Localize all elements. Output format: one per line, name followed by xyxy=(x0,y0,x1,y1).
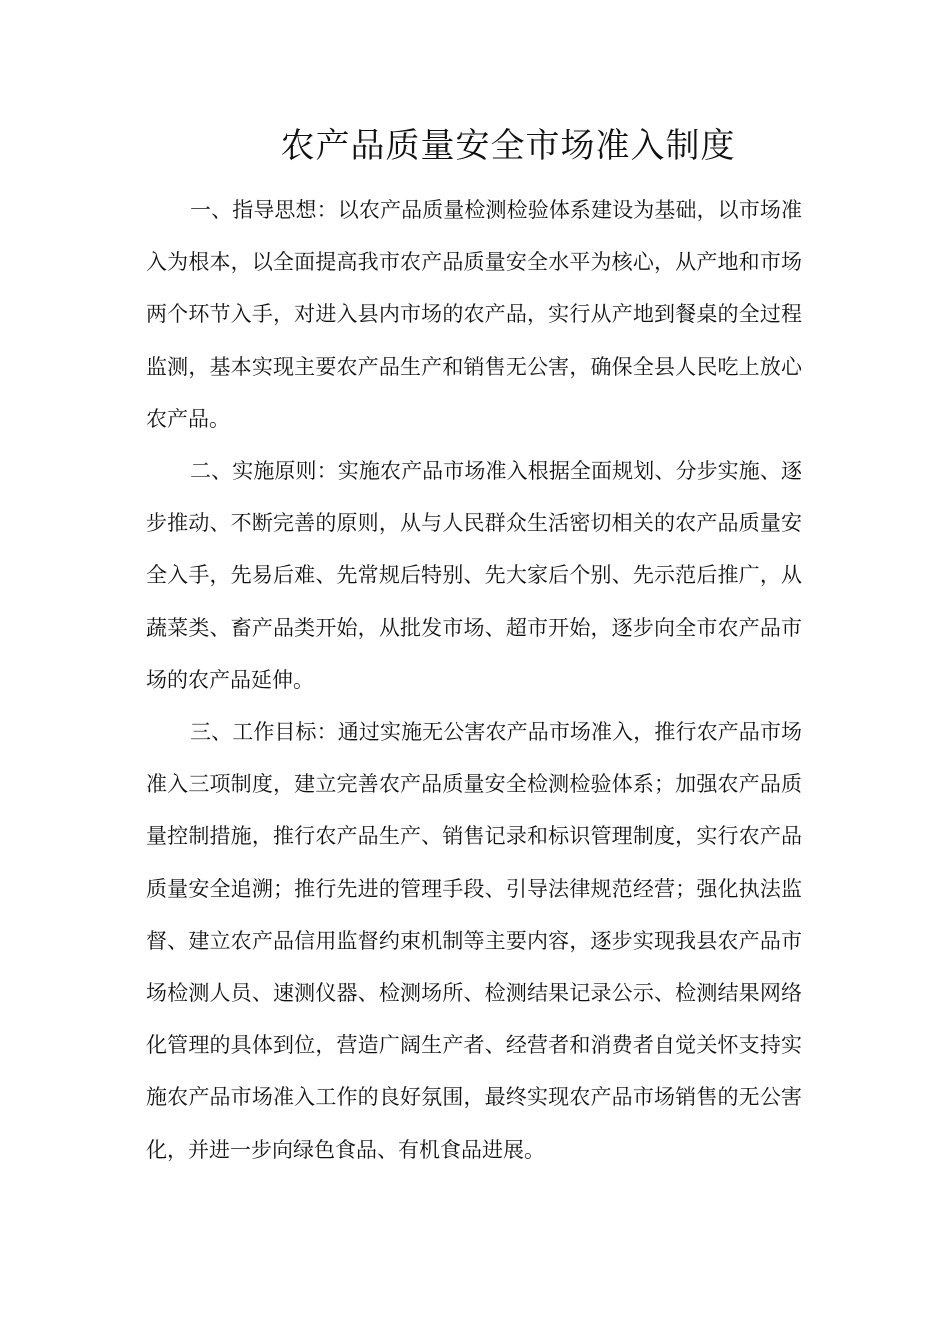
paragraph-work-objectives: 三、工作目标：通过实施无公害农产品市场准入，推行农产品市场准入三项制度，建立完善农产品质量安全检测检验体系；加强农产品质量控制措施，推行农产品生产、销售记录和标识管理制度，实行农产品质量安全追溯；推行先进的管理手段、引导法律规范经营；强化执法监督、建立农产品信用监督约束机制等主要内容，逐步实现我县农产品市场检测人员、速测仪器、检测场所、检测结果记录公示、检测结果网络化管理的具体到位，营造广阔生产者、经营者和消费者自觉关怀支持实施农产品市场准入工作的良好氛围，最终实现农产品市场销售的无公害化，并进一步向绿色食品、有机食品进展。 xyxy=(146,720,802,1162)
paragraph-implementation-principles: 二、实施原则：实施农产品市场准入根据全面规划、分步实施、逐步推动、不断完善的原则，从与人民群众生活密切相关的农产品质量安全入手，先易后难、先常规后特别、先大家后个别、先示范后推广，从蔬菜类、畜产品类开始，从批发市场、超市开始，逐步向全市农产品市场的农产品延伸。 xyxy=(146,459,802,692)
paragraph-guiding-ideology: 一、指导思想：以农产品质量检测检验体系建设为基础，以市场准入为根本，以全面提高我市农产品质量安全水平为核心，从产地和市场两个环节入手，对进入县内市场的农产品，实行从产地到餐桌的全过程监测，基本实现主要农产品生产和销售无公害，确保全县人民吃上放心农产品。 xyxy=(146,198,802,431)
document-title: 农产品质量安全市场准入制度 xyxy=(280,126,736,166)
document-body xyxy=(146,184,802,1176)
